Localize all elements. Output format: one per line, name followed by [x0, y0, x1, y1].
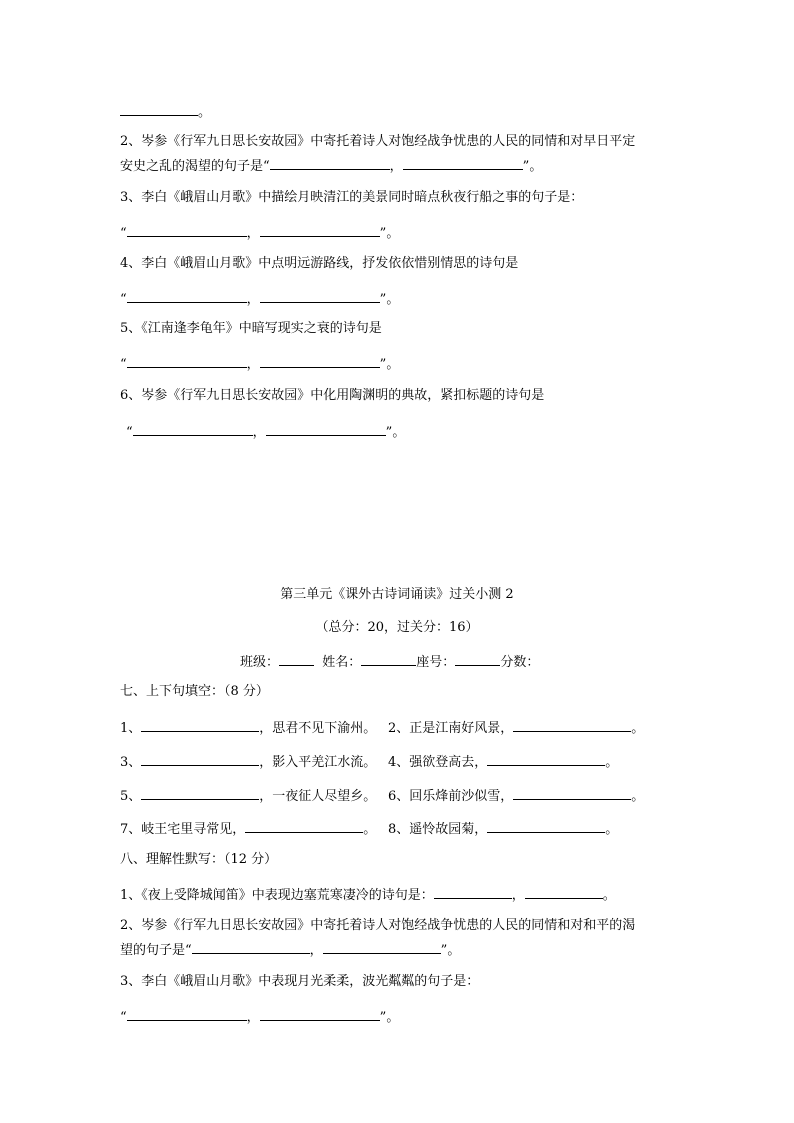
answer-blank[interactable] [127, 353, 247, 368]
part1-line-top: 。 [120, 101, 211, 122]
quiz-title: 第三单元《课外古诗词诵读》过关小测 2 [280, 587, 514, 602]
part1-q4: 4、李白《峨眉山月歌》中点明远游路线，抒发依依惜别情思的诗句是 [120, 256, 519, 271]
part1-q5-answer: “ ， ”。 [120, 353, 399, 374]
part1-q6-answer: “ ， ”。 [126, 421, 405, 442]
fill-row-7: 7、岐王宅里寻常见， 。 [120, 818, 376, 839]
sec8-q1: 1、《夜上受降城闻笛》中表现边塞荒寒凄冷的诗句是： ， 。 [120, 884, 616, 905]
answer-blank[interactable] [403, 155, 523, 170]
answer-blank[interactable] [434, 884, 512, 899]
seat-field[interactable] [455, 651, 500, 666]
answer-blank[interactable] [487, 751, 605, 766]
answer-blank[interactable] [127, 1006, 247, 1021]
answer-blank[interactable] [120, 101, 198, 116]
answer-blank[interactable] [133, 421, 253, 436]
fill-row-3: 3、 ，影入平羌江水流。 [120, 751, 376, 772]
sec8-q3: 3、李白《峨眉山月歌》中表现月光柔柔，波光粼粼的句子是： [120, 974, 480, 989]
section-8-heading: 八、理解性默写：（12 分） [120, 852, 278, 867]
student-info: 班级： 姓名： 座号： 分数： [240, 651, 539, 672]
section-7-heading: 七、上下句填空：（8 分） [120, 684, 269, 699]
answer-blank[interactable] [513, 717, 631, 732]
part1-q3-answer: “ ， ”。 [120, 222, 399, 243]
answer-blank[interactable] [260, 353, 380, 368]
quiz-score: （总分：20，过关分：16） [315, 620, 479, 635]
sec8-q3-answer: “ ， ”。 [120, 1006, 399, 1027]
part1-q5: 5、《江南逢李龟年》中暗写现实之衰的诗句是 [120, 321, 382, 336]
answer-blank[interactable] [260, 1006, 380, 1021]
answer-blank[interactable] [141, 751, 259, 766]
name-field[interactable] [361, 651, 416, 666]
part1-q2-line2: 安史之乱的渴望的句子是“ ， ”。 [120, 155, 542, 176]
fill-row-4: 4、强欲登高去， 。 [388, 751, 618, 772]
class-field[interactable] [279, 651, 314, 666]
answer-blank[interactable] [127, 222, 247, 237]
answer-blank[interactable] [525, 884, 603, 899]
answer-blank[interactable] [270, 155, 390, 170]
answer-blank[interactable] [127, 288, 247, 303]
answer-blank[interactable] [487, 818, 605, 833]
part1-q2-line1: 2、岑参《行军九日思长安故园》中寄托着诗人对饱经战争忧患的人民的同情和对早日平定 [120, 134, 636, 149]
part1-q6: 6、岑参《行军九日思长安故园》中化用陶渊明的典故，紧扣标题的诗句是 [120, 388, 545, 403]
fill-row-5: 5、 ，一夜征人尽望乡。 [120, 785, 376, 806]
answer-blank[interactable] [266, 421, 386, 436]
answer-blank[interactable] [141, 785, 259, 800]
part1-q3: 3、李白《峨眉山月歌》中描绘月映清江的美景同时暗点秋夜行船之事的句子是： [120, 190, 584, 205]
answer-blank[interactable] [260, 288, 380, 303]
answer-blank[interactable] [323, 939, 441, 954]
answer-blank[interactable] [260, 222, 380, 237]
part1-q4-answer: “ ， ”。 [120, 288, 399, 309]
sec8-q2-line1: 2、岑参《行军九日思长安故园》中寄托着诗人对饱经战争忧患的人民的同情和对和平的渴 [120, 918, 636, 933]
fill-row-1: 1、 ，思君不见下渝州。 [120, 717, 376, 738]
answer-blank[interactable] [513, 785, 631, 800]
answer-blank[interactable] [245, 818, 363, 833]
fill-row-6: 6、回乐烽前沙似雪， 。 [388, 785, 644, 806]
sec8-q2-line2: 望的句子是“ ， ”。 [120, 939, 460, 960]
fill-row-2: 2、正是江南好风景， 。 [388, 717, 644, 738]
fill-row-8: 8、遥怜故园菊， 。 [388, 818, 618, 839]
answer-blank[interactable] [192, 939, 310, 954]
answer-blank[interactable] [141, 717, 259, 732]
